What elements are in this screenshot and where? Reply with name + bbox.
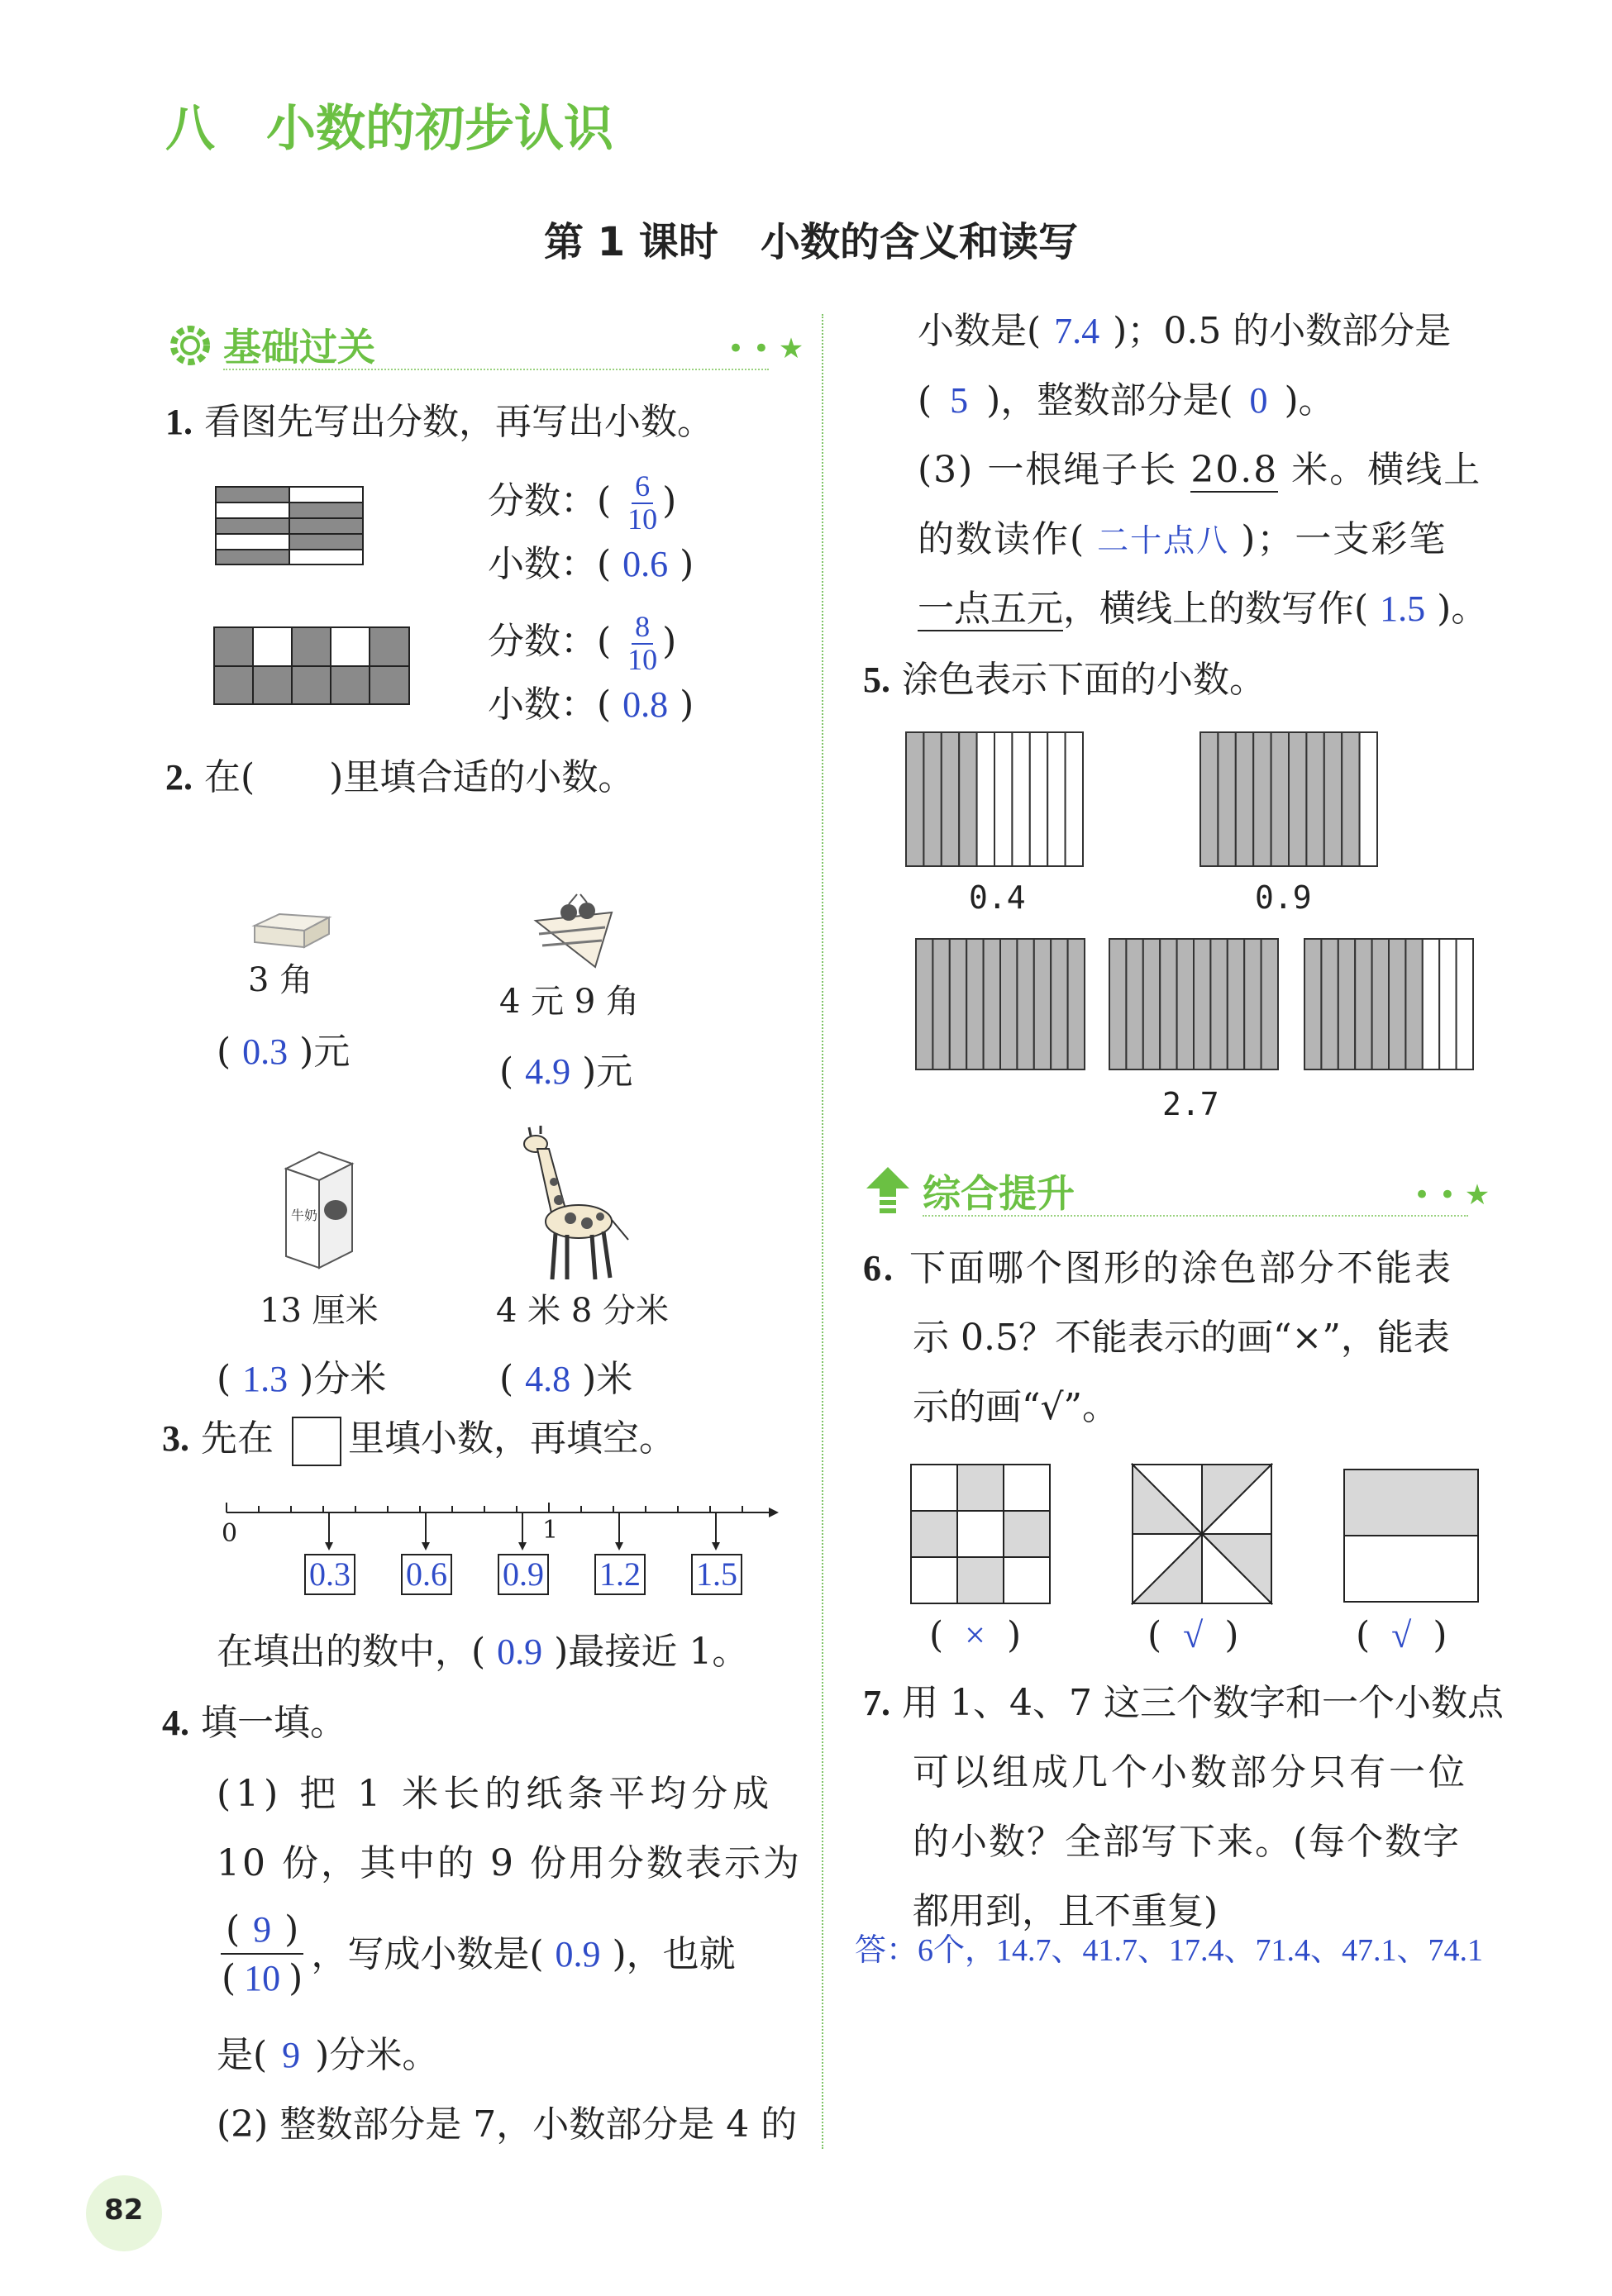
q4-p2-line1: (2) 整数部分是 7，小数部分是 4 的 xyxy=(217,2103,798,2146)
q2-item1-label: 3 角 xyxy=(248,961,313,999)
strip-shaded xyxy=(1324,732,1342,866)
strip-shaded xyxy=(1000,939,1017,1069)
q4-p1-decimal: 0.9 xyxy=(555,1933,601,1974)
q6-answer-1: × xyxy=(965,1615,985,1655)
q1a-fraction xyxy=(627,471,657,536)
q4-p2-l2-mid: )；0.5 的小数部分是 xyxy=(1113,310,1452,352)
lesson-label: 第 1 课时 xyxy=(544,219,718,265)
q1a-decimal: 0.6 xyxy=(622,544,669,584)
strip-shaded xyxy=(906,732,923,866)
q4-p2-l2-pre: 小数是( xyxy=(918,310,1042,352)
gear-icon xyxy=(165,321,215,370)
q6-ans1-close: ) xyxy=(1007,1614,1022,1656)
q6-answer-2: √ xyxy=(1183,1615,1204,1655)
q6-number: 6. xyxy=(863,1248,895,1289)
q1b-decimal: 0.8 xyxy=(622,684,669,725)
q5-number: 5. xyxy=(863,660,890,700)
q5-grid-0-9-label: 0.9 xyxy=(1255,879,1312,916)
q3-box-2: 0.6 xyxy=(401,1554,452,1595)
q1b-numerator: 8 xyxy=(632,612,653,645)
strip-shaded xyxy=(1068,939,1085,1069)
q7-line4: 都用到，且不重复) xyxy=(913,1890,1219,1932)
q4-p3-l3-answer: 1.5 xyxy=(1380,588,1426,629)
q4-p1-mid: ，写成小数是( xyxy=(311,1932,544,1975)
strip-shaded xyxy=(1244,939,1261,1069)
q7-answer-label: 答： xyxy=(855,1933,918,1968)
q4-p1-end: )，也就 xyxy=(612,1932,736,1975)
section-basic-title: 基础过关 xyxy=(223,325,375,369)
q3-text-pre: 先在 xyxy=(201,1417,274,1460)
q1b-denominator: 10 xyxy=(627,642,658,676)
q1-grid-a xyxy=(215,486,364,565)
q5-grid-0-9 xyxy=(1199,731,1379,868)
q4-p2-l2-answer: 7.4 xyxy=(1054,311,1100,351)
q4-p3-l1-underlined: 20.8 xyxy=(1190,449,1279,491)
strip-shaded xyxy=(1253,732,1271,866)
q7-line3: 的小数？全部写下来。(每个数字 xyxy=(913,1821,1462,1863)
strip-shaded xyxy=(959,732,976,866)
q6-answer-3: √ xyxy=(1391,1615,1412,1655)
strip-blank xyxy=(1066,732,1083,866)
strip-shaded xyxy=(1200,732,1218,866)
strip-shaded xyxy=(932,939,949,1069)
section-advanced-rule xyxy=(923,1215,1468,1217)
strip-blank xyxy=(1439,939,1456,1069)
q6-ans2-open: ( xyxy=(1147,1614,1162,1656)
q4-p1-l4-post: )分米。 xyxy=(315,2034,439,2076)
strip-shaded xyxy=(1289,732,1306,866)
strip-shaded xyxy=(1355,939,1371,1069)
q1a-denominator: 10 xyxy=(627,502,658,536)
strip-shaded xyxy=(1389,939,1405,1069)
strip-shaded xyxy=(1143,939,1160,1069)
strip-shaded xyxy=(1228,939,1244,1069)
q3-text-post: 里填小数，再填空。 xyxy=(348,1417,675,1460)
lesson-title: 小数的含义和读写 xyxy=(761,219,1079,265)
q5-grid-0-4 xyxy=(904,731,1085,868)
q2-item4-label: 4 米 8 分米 xyxy=(496,1292,670,1330)
q3-box-4: 1.2 xyxy=(594,1554,646,1595)
strip-shaded xyxy=(1034,939,1051,1069)
q3-box-5: 1.5 xyxy=(691,1554,742,1595)
q7-number: 7. xyxy=(863,1683,890,1723)
strip-shaded xyxy=(1338,939,1355,1069)
strip-shaded xyxy=(1304,939,1321,1069)
strip-blank xyxy=(977,732,994,866)
q6-line3: 示的画“√”。 xyxy=(913,1386,1119,1428)
strip-blank xyxy=(1457,939,1473,1069)
q1a-dec-label: 小数：( xyxy=(488,543,612,585)
q4-p2-l3-pre: ( xyxy=(918,379,932,422)
q2-item3-open: ( xyxy=(217,1358,231,1400)
milk-carton-text: 牛奶 xyxy=(291,1208,318,1223)
strip-blank xyxy=(1047,732,1065,866)
chapter-title: 小数的初步认识 xyxy=(266,100,613,158)
q1-number: 1. xyxy=(165,402,193,442)
q1b-dec-label: 小数：( xyxy=(488,684,612,726)
q4-p3-l3-post: )。 xyxy=(1437,588,1488,630)
page-number: 82 xyxy=(104,2194,144,2227)
strip-shaded xyxy=(1271,732,1289,866)
strip-shaded xyxy=(1372,939,1389,1069)
strip-shaded xyxy=(1210,939,1227,1069)
strip-shaded xyxy=(1405,939,1422,1069)
q4-p1-line2: 10 份，其中的 9 份用分数表示为 xyxy=(217,1842,802,1884)
strip-shaded xyxy=(1051,939,1067,1069)
q2-number: 2. xyxy=(165,757,193,798)
q5-grid-2-7-a xyxy=(914,937,1086,1071)
q6-figure-grid xyxy=(909,1463,1052,1605)
strip-blank xyxy=(994,732,1012,866)
q1a-numerator: 6 xyxy=(632,471,653,504)
q1b-frac-label: 分数：( xyxy=(488,620,612,663)
q4-p1-l4-pre: 是( xyxy=(217,2034,268,2076)
arrow-up-icon xyxy=(865,1164,911,1215)
q3-sample-box xyxy=(292,1417,341,1466)
q4-p3-l2-answer: 二十点八 xyxy=(1097,522,1230,559)
q2-text-pre: 在( xyxy=(204,756,255,798)
q4-p2-l3-post: )。 xyxy=(1284,379,1335,422)
q2-item1-open: ( xyxy=(217,1031,231,1073)
strip-shaded xyxy=(966,939,983,1069)
strip-shaded xyxy=(1017,939,1033,1069)
star-decoration-2: • • ★ xyxy=(1414,1179,1490,1212)
giraffe-illustration xyxy=(513,1124,645,1289)
strip-shaded xyxy=(1306,732,1323,866)
strip-shaded xyxy=(916,939,932,1069)
q4-p1-denominator: 10 xyxy=(244,1958,281,1999)
strip-shaded xyxy=(1194,939,1210,1069)
q7-line2: 可以组成几个小数部分只有一位 xyxy=(913,1751,1468,1793)
q1-grid-b xyxy=(213,626,412,706)
q2-item1-unit: )元 xyxy=(299,1031,351,1073)
q2-item2-unit: )元 xyxy=(582,1050,633,1093)
q6-ans1-open: ( xyxy=(929,1614,944,1656)
q1-text: 看图先写出分数，再写出小数。 xyxy=(204,401,713,443)
q1b-dec-close: ) xyxy=(680,684,694,726)
q4-p1-l4-answer: 9 xyxy=(282,2035,301,2075)
q5-text: 涂色表示下面的小数。 xyxy=(902,659,1266,701)
cake-illustration xyxy=(529,888,620,979)
strip-shaded xyxy=(1261,939,1278,1069)
strip-shaded xyxy=(1342,732,1359,866)
strip-shaded xyxy=(1321,939,1338,1069)
q7-line1: 用 1、4、7 这三个数字和一个小数点 xyxy=(902,1682,1504,1724)
axis-zero-label: 0 xyxy=(222,1519,238,1548)
q3-closest-answer: 0.9 xyxy=(497,1631,543,1672)
q2-item2-label: 4 元 9 角 xyxy=(499,983,640,1021)
q2-item3-label: 13 厘米 xyxy=(260,1292,379,1330)
q3-box-1: 0.3 xyxy=(304,1554,355,1595)
q6-line1: 下面哪个图形的涂色部分不能表 xyxy=(909,1247,1453,1289)
q6-ans2-close: ) xyxy=(1224,1614,1239,1656)
q4-p2-l3-mid: )，整数部分是( xyxy=(986,379,1233,422)
strip-blank xyxy=(1030,732,1047,866)
q3-closest-pre: 在填出的数中，( xyxy=(217,1631,486,1673)
milk-carton-illustration xyxy=(269,1144,360,1276)
q1b-frac-close: ) xyxy=(662,620,677,663)
strip-shaded xyxy=(1236,732,1253,866)
q1a-frac-label: 分数：( xyxy=(488,479,612,522)
strip-shaded xyxy=(1126,939,1142,1069)
strip-blank xyxy=(1423,939,1439,1069)
q7-answer: 6个，14.7、41.7、17.4、71.4、47.1、74.1 xyxy=(918,1933,1484,1968)
strip-blank xyxy=(1012,732,1029,866)
strip-shaded xyxy=(950,939,966,1069)
strip-shaded xyxy=(1218,732,1235,866)
q1b-fraction xyxy=(627,612,657,676)
q5-grid-2-7-label: 2.7 xyxy=(1162,1086,1219,1122)
q2-item4-answer: 4.8 xyxy=(525,1359,571,1399)
section-basic-rule xyxy=(223,369,769,370)
q4-p3-l2-post: )；一支彩笔 xyxy=(1241,518,1447,560)
q6-ans3-close: ) xyxy=(1433,1614,1447,1656)
q4-p2-l3-answer1: 5 xyxy=(950,380,969,421)
q2-item4-unit: )米 xyxy=(582,1358,633,1400)
q6-line2: 示 0.5？不能表示的画“×”，能表 xyxy=(913,1317,1450,1359)
q2-item3-unit: )分米 xyxy=(299,1358,387,1400)
strip-shaded xyxy=(942,732,959,866)
q6-figure-rect xyxy=(1343,1468,1480,1603)
strip-shaded xyxy=(923,732,941,866)
q4-p1-numerator: 9 xyxy=(253,1909,272,1950)
q2-item1-answer: 0.3 xyxy=(242,1031,289,1072)
q1a-dec-close: ) xyxy=(680,543,694,585)
section-advanced-title: 综合提升 xyxy=(923,1171,1075,1216)
q4-p1-fraction: $\frac{( 9 )}{( 10 )}$ xyxy=(217,1906,308,2002)
q4-p3-l1-pre: (3) 一根绳子长 xyxy=(918,449,1191,491)
q4-p3-l1-post: 米。横线上 xyxy=(1278,449,1482,491)
q6-ans3-open: ( xyxy=(1356,1614,1371,1656)
strip-shaded xyxy=(1177,939,1194,1069)
q2-item3-answer: 1.3 xyxy=(242,1359,289,1399)
q1a-frac-close: ) xyxy=(662,479,677,522)
q3-number: 3. xyxy=(162,1418,189,1459)
q5-grid-2-7-c xyxy=(1303,937,1475,1071)
q4-p3-l3-pre: ，横线上的数写作( xyxy=(1063,588,1369,630)
strip-shaded xyxy=(1109,939,1126,1069)
number-line-arrows xyxy=(314,1512,744,1554)
q5-grid-0-4-label: 0.4 xyxy=(969,879,1026,916)
q2-item4-open: ( xyxy=(499,1358,514,1400)
q4-text: 填一填。 xyxy=(201,1702,346,1744)
axis-one-label: 1 xyxy=(542,1516,559,1545)
chapter-number: 八 xyxy=(165,100,215,158)
strip-shaded xyxy=(1160,939,1176,1069)
eraser-illustration xyxy=(246,907,337,957)
q5-grid-2-7-b xyxy=(1108,937,1280,1071)
q6-figure-star xyxy=(1131,1463,1273,1605)
q2-item2-answer: 4.9 xyxy=(525,1051,571,1092)
column-divider xyxy=(822,314,823,2149)
q4-number: 4. xyxy=(162,1703,189,1743)
star-decoration: • • ★ xyxy=(727,332,804,365)
q4-p3-l2-pre: 的数读作( xyxy=(918,518,1086,560)
q3-box-3: 0.9 xyxy=(498,1554,549,1595)
q4-p2-l3-answer2: 0 xyxy=(1249,380,1268,421)
q2-item2-open: ( xyxy=(499,1050,514,1093)
q2-text-post: )里填合适的小数。 xyxy=(329,756,635,798)
q4-p1-line1: (1) 把 1 米长的纸条平均分成 xyxy=(217,1773,775,1815)
strip-blank xyxy=(1360,732,1377,866)
q3-closest-post: )最接近 1。 xyxy=(554,1631,749,1673)
q4-p3-l3-underlined: 一点五元 xyxy=(918,588,1063,630)
strip-shaded xyxy=(984,939,1000,1069)
